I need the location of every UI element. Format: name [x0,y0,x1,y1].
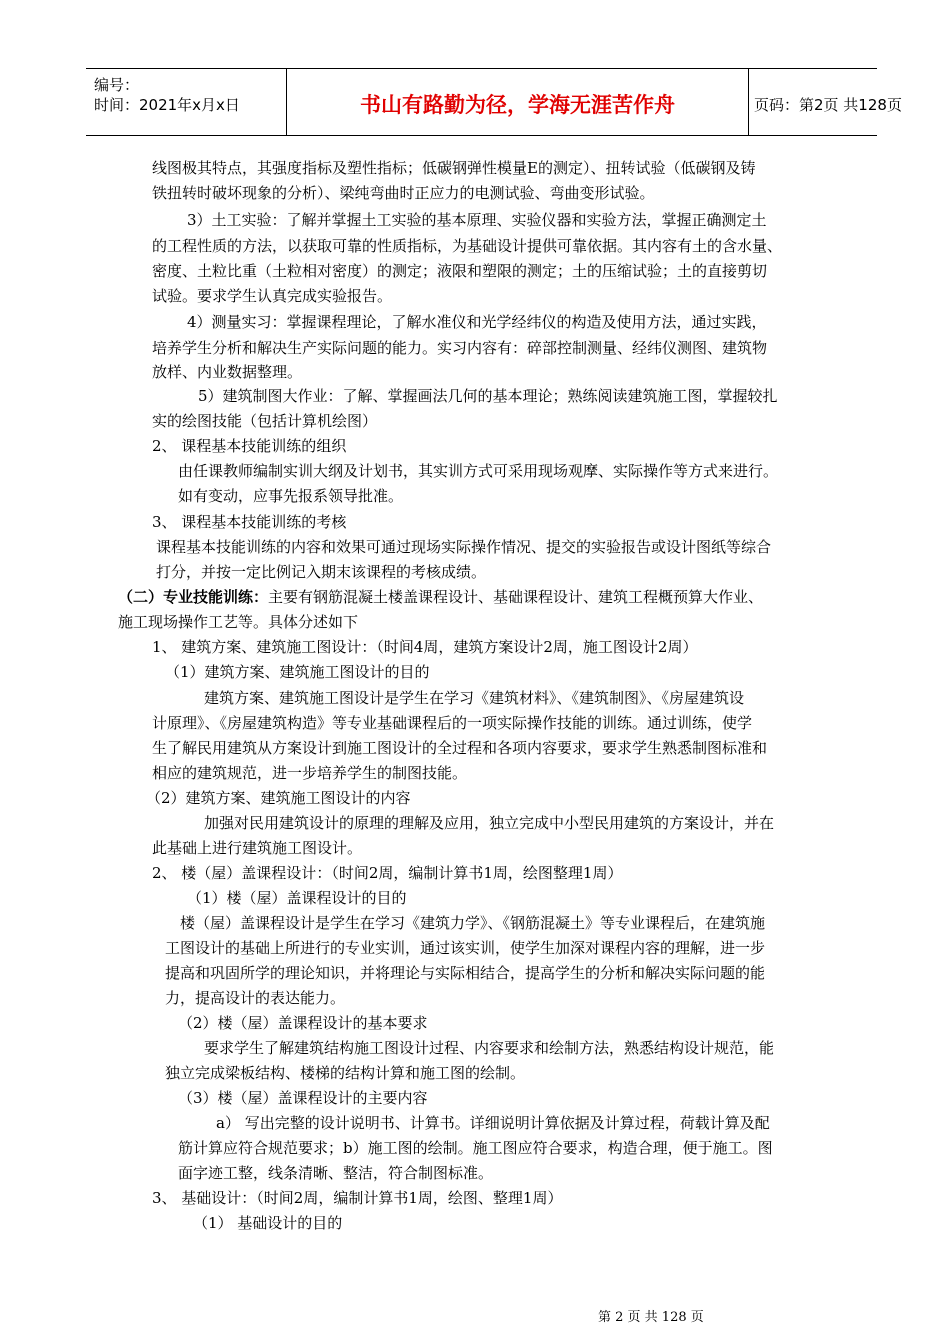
body-line: 工图设计的基础上所进行的专业实训，通过该实训，使学生加深对课程内容的理解，进一步 [165,939,766,957]
body-line: 放样、内业数据整理。 [152,363,303,381]
body-line: 试验。要求学生认真完成实验报告。 [152,287,393,305]
body-line: 建筑方案、建筑施工图设计是学生在学习《建筑材料》、《建筑制图》、《房屋建筑设 [204,689,745,707]
section-heading: 2、 课程基本技能训练的组织 [152,437,347,455]
body-line: 计原理》、《房屋建筑构造》等专业基础课程后的一项实际操作技能的训练。通过训练，使学 [152,714,753,732]
body-line: 5）建筑制图大作业：了解、掌握画法几何的基本理论；熟练阅读建筑施工图，掌握较扎 [198,387,778,405]
header-motto-cell [286,69,749,135]
body-line: 筋计算应符合规范要求；b）施工图的绘制。施工图应符合要求，构造合理，便于施工。图 [178,1139,773,1157]
body-line: 独立完成梁板结构、楼梯的结构计算和施工图的绘制。 [165,1064,526,1082]
document-number-label: 编号： [94,76,140,94]
section-title-bold: （二）专业技能训练： [118,588,269,606]
body-line: 实的绘图技能（包括计算机绘图） [152,412,378,430]
section-heading: 3、 课程基本技能训练的考核 [152,513,347,531]
subsection-heading: （3）楼（屋）盖课程设计的主要内容 [178,1089,428,1107]
body-line: 4）测量实习：掌握课程理论，了解水准仪和光学经纬仪的构造及使用方法，通过实践， [187,313,767,331]
body-line: 3）土工实验：了解并掌握土工实验的基本原理、实验仪器和实验方法，掌握正确测定土 [187,211,767,229]
header-meta-cell [86,69,286,135]
subsection-heading: （2）楼（屋）盖课程设计的基本要求 [178,1014,428,1032]
header-page-cell [748,69,902,135]
page-footer: 第 2 页 共 128 页 [598,1310,704,1325]
body-line: 课程基本技能训练的内容和效果可通过现场实际操作情况、提交的实验报告或设计图纸等综合 [156,538,772,556]
body-line: 密度、土粒比重（土粒相对密度）的测定；液限和塑限的测定；土的压缩试验；土的直接剪切 [152,262,768,280]
page-header [86,68,902,136]
body-line: 施工现场操作工艺等。具体分述如下 [118,613,359,631]
body-line: 铁扭转时破坏现象的分析）、梁纯弯曲时正应力的电测试验、弯曲变形试验。 [152,184,655,202]
body-line: 相应的建筑规范，进一步培养学生的制图技能。 [152,764,468,782]
body-line: 面字迹工整，线条清晰、整洁，符合制图标准。 [178,1164,494,1182]
subsection-heading: （1） 基础设计的目的 [193,1214,343,1232]
header-motto: 书山有路勤为径，学海无涯苦作舟 [360,93,675,117]
body-line: 线图极其特点，其强度指标及塑性指标；低碳钢弹性模量E的测定）、扭转试验（低碳钢及铸 [152,159,756,177]
section-heading: 3、 基础设计：（时间2周，编制计算书1周，绘图、整理1周） [152,1189,563,1207]
section-heading: 2、 楼（屋）盖课程设计：（时间2周，编制计算书1周，绘图整理1周） [152,864,623,882]
body-line: 培养学生分析和解决生产实际问题的能力。实习内容有：碎部控制测量、经纬仪测图、建筑物 [152,339,768,357]
body-line: a） 写出完整的设计说明书、计算书。详细说明计算依据及计算过程，荷载计算及配 [216,1114,770,1132]
body-line [118,587,763,607]
subsection-heading: （2）建筑方案、建筑施工图设计的内容 [146,789,411,807]
document-time-label: 时间：2021年x月x日 [94,96,240,114]
subsection-heading: （1）建筑方案、建筑施工图设计的目的 [165,663,430,681]
body-line: 力，提高设计的表达能力。 [165,989,346,1007]
body-line: 加强对民用建筑设计的原理的理解及应用，独立完成中小型民用建筑的方案设计，并在 [204,814,775,832]
subsection-heading: （1）楼（屋）盖课程设计的目的 [187,889,407,907]
section-title-text: 主要有钢筋混凝土楼盖课程设计、基础课程设计、建筑工程概预算大作业、 [268,588,764,606]
body-line: 由任课教师编制实训大纲及计划书，其实训方式可采用现场观摩、实际操作等方式来进行。 [178,462,779,480]
section-heading: 1、 建筑方案、建筑施工图设计：（时间4周，建筑方案设计2周，施工图设计2周） [152,638,698,656]
body-line: 生了解民用建筑从方案设计到施工图设计的全过程和各项内容要求，要求学生熟悉制图标准和 [152,739,768,757]
header-page-info: 页码：第2页 共128页 [754,96,902,114]
body-line: 如有变动，应事先报系领导批准。 [178,487,404,505]
body-line: 此基础上进行建筑施工图设计。 [152,839,363,857]
body-line: 打分，并按一定比例记入期末该课程的考核成绩。 [156,563,487,581]
body-line: 要求学生了解建筑结构施工图设计过程、内容要求和绘制方法，熟悉结构设计规范，能 [204,1039,775,1057]
body-line: 提高和巩固所学的理论知识，并将理论与实际相结合，提高学生的分析和解决实际问题的能 [165,964,766,982]
body-line: 的工程性质的方法，以获取可靠的性质指标，为基础设计提供可靠依据。其内容有土的含水量、 [152,237,783,255]
body-line: 楼（屋）盖课程设计是学生在学习《建筑力学》、《钢筋混凝土》等专业课程后，在建筑施 [180,914,766,932]
